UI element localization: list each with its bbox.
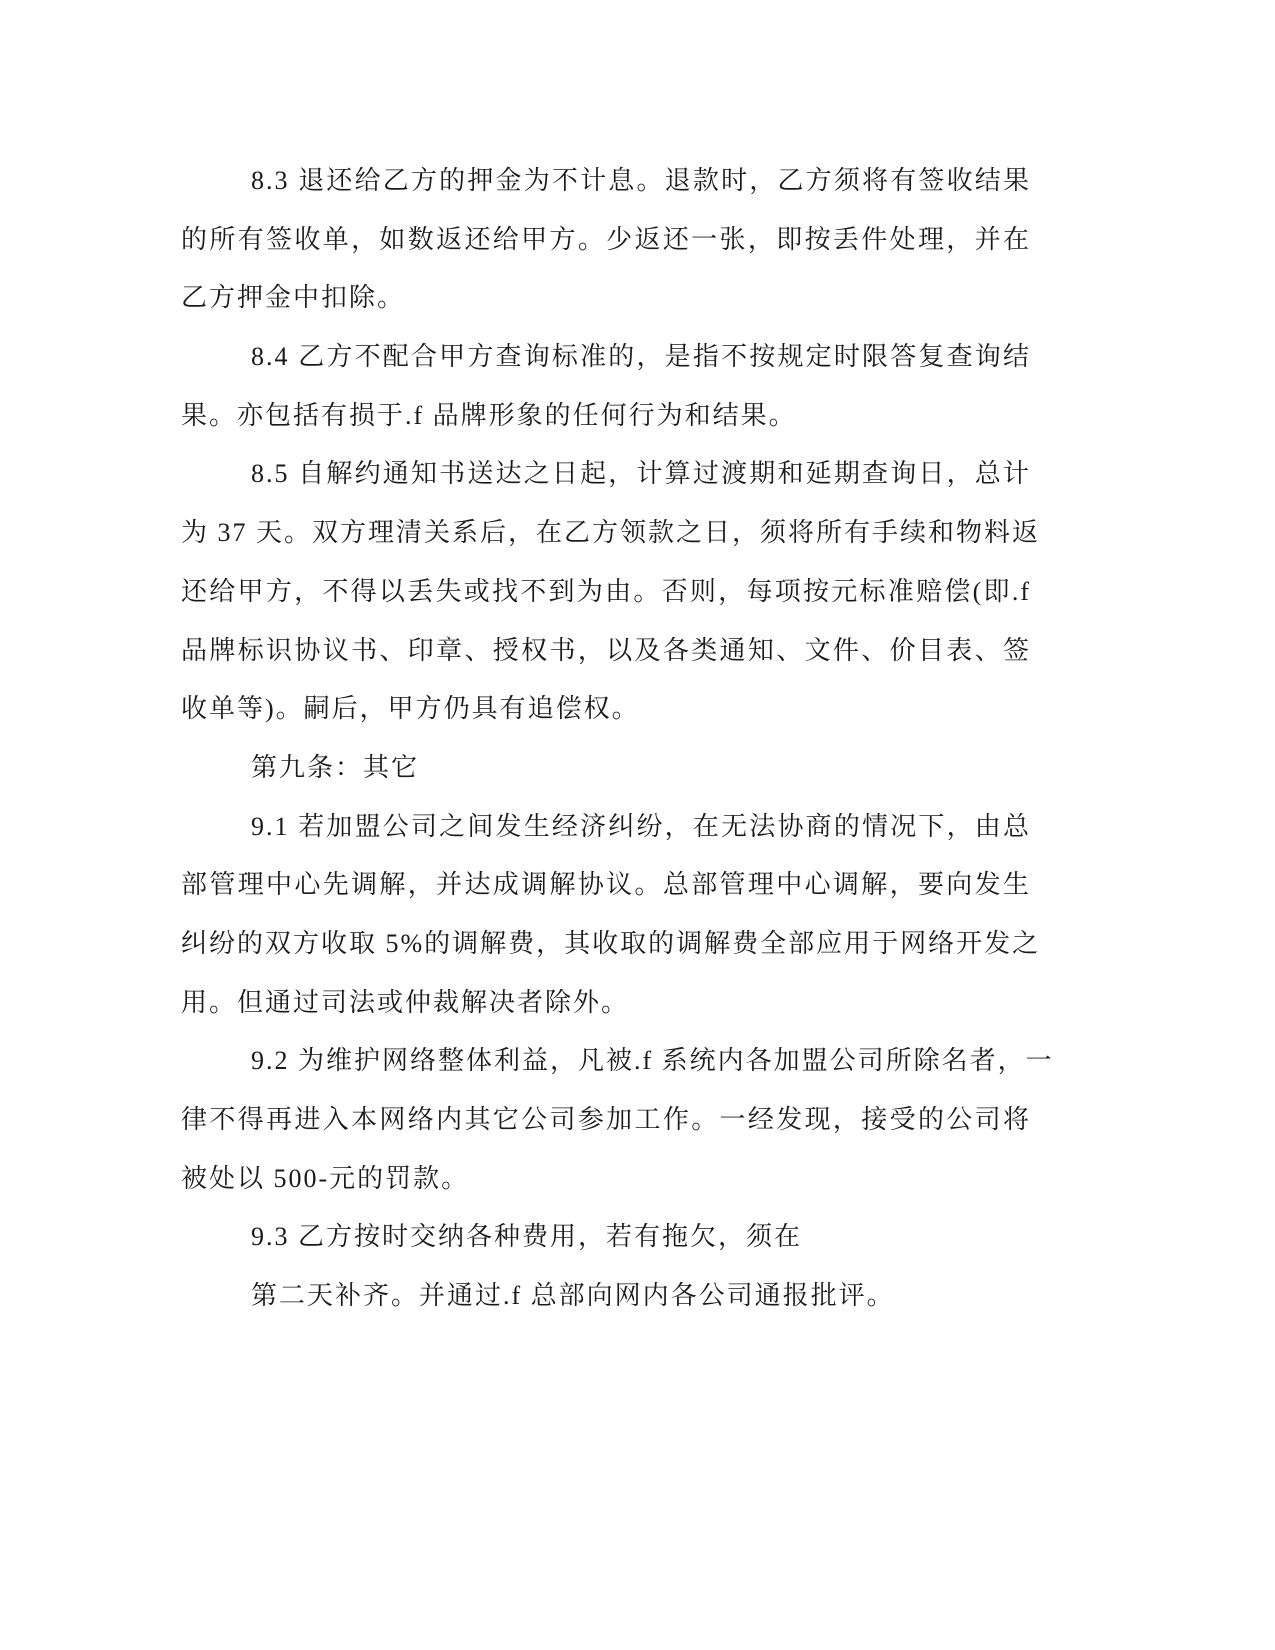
text-line: 9.2 为维护网络整体利益，凡被.f 系统内各加盟公司所除名者，一 [251,1046,1054,1076]
text-line: 被处以 500-元的罚款。 [181,1163,470,1193]
text-line: 纠纷的双方收取 5%的调解费，其收取的调解费全部应用于网络开发之 [181,928,1041,958]
text-line: 律不得再进入本网络内其它公司参加工作。一经发现，接受的公司将 [181,1105,1031,1134]
text-line: 第二天补齐。并通过.f 总部向网内各公司通报批评。 [251,1281,895,1311]
paragraph [181,1208,1031,1267]
text-line: 9.3 乙方按时交纳各种费用，若有拖欠，须在 [251,1222,803,1252]
document-page [181,152,1054,1326]
paragraph [181,445,1041,738]
text-line: 乙方押金中扣除。 [181,283,406,313]
text-line: 8.3 退还给乙方的押金为不计息。退款时，乙方须将有签收结果 [251,166,1031,195]
text-line: 为 37 天。双方理清关系后，在乙方领款之日，须将所有手续和物料返 [181,518,1041,548]
text-line: 果。亦包括有损于.f 品牌形象的任何行为和结果。 [181,400,797,430]
text-line: 的所有签收单，如数返还给甲方。少返还一张，即按丢件处理，并在 [181,224,1031,254]
text-line: 8.5 自解约通知书送达之日起，计算过渡期和延期查询日，总计 [251,459,1031,489]
paragraph [181,328,1031,445]
text-line: 第九条：其它 [251,752,420,782]
section-heading [181,739,1031,798]
paragraph [181,798,1041,1033]
text-line: 用。但通过司法或仲裁解决者除外。 [181,987,630,1017]
text-line: 收单等)。嗣后，甲方仍具有追偿权。 [181,694,640,724]
text-line: 部管理中心先调解，并达成调解协议。总部管理中心调解，要向发生 [181,870,1031,900]
text-line: 8.4 乙方不配合甲方查询标准的，是指不按规定时限答复查询结 [251,342,1031,372]
text-line: 品牌标识协议书、印章、授权书，以及各类通知、文件、价目表、签 [181,635,1031,665]
text-line: 9.1 若加盟公司之间发生经济纠纷，在无法协商的情况下，由总 [251,811,1031,841]
paragraph [181,152,1031,328]
paragraph [181,1032,1054,1208]
text-line: 还给甲方，不得以丢失或找不到为由。否则，每项按元标准赔偿(即.f [181,576,1031,606]
paragraph [181,1267,1031,1326]
